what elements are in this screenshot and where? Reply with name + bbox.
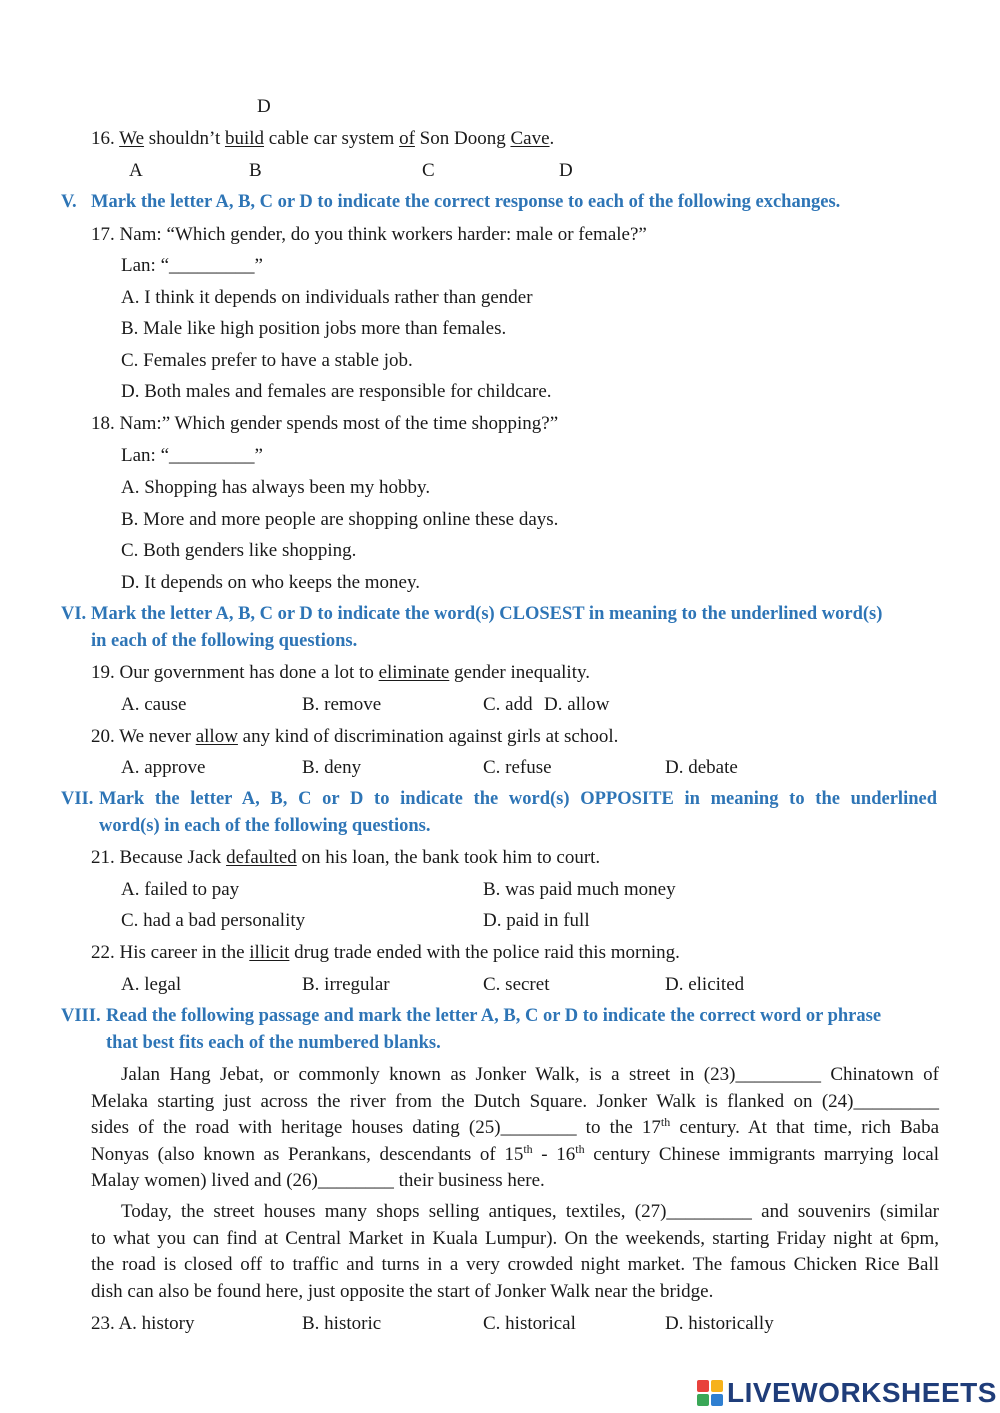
q21-option-b[interactable]: B. was paid much money	[483, 879, 676, 900]
q16-label-c: C	[422, 160, 435, 181]
q19-text: gender inequality.	[449, 662, 590, 683]
q22-option-a[interactable]: A. legal	[121, 974, 182, 995]
passage-line: to what you can find at Central Market in Kuala Lumpur). On the weekends, starting Friday night at 6pm,	[91, 1227, 939, 1249]
passage-line	[91, 1142, 939, 1169]
section-vi-line1: Mark the letter A, B, C or D to indicate the word(s) CLOSEST in meaning to the underlined word(s)	[91, 604, 883, 624]
q16-text: shouldn’t	[144, 128, 225, 149]
section-viii-line2: that best fits each of the numbered blanks.	[106, 1033, 441, 1053]
q16-label-d: D	[559, 160, 573, 181]
q16-text: cable car system	[264, 128, 400, 149]
passage-paragraph-1	[91, 1062, 939, 1195]
passage-line: Jalan Hang Jebat, or commonly known as Jonker Walk, is a street in (23)_________ Chinatown of	[121, 1064, 939, 1085]
q17-option-a[interactable]: A. I think it depends on individuals rather than gender	[121, 287, 533, 308]
passage-text: century. At that time, rich Baba	[670, 1117, 939, 1138]
q21-text: 21. Because Jack	[91, 847, 227, 868]
logo-square	[697, 1380, 709, 1392]
q21-option-c[interactable]: C. had a bad personality	[121, 910, 306, 931]
passage-text: Nonyas (also known as Perankans, descendants of 15	[91, 1143, 524, 1165]
q16-underlined-a: We	[119, 128, 145, 149]
section-v-number: V.	[61, 192, 77, 212]
section-v-text: Mark the letter A, B, C or D to indicate the correct response to each of the following exchanges.	[91, 192, 841, 212]
passage-line: the road is closed off to traffic and turns in a very crowded night market. The famous Chicken Rice Ball	[91, 1254, 939, 1275]
q23-option-b[interactable]: B. historic	[302, 1313, 382, 1334]
liveworksheets-logo[interactable]	[697, 1376, 997, 1410]
logo-square	[711, 1394, 723, 1406]
q21-underlined-word: defaulted	[226, 847, 297, 868]
passage-line: Malay women) lived and (26)________ their business here.	[91, 1170, 545, 1191]
q22-option-d[interactable]: D. elicited	[665, 974, 745, 995]
q16-label-a: A	[129, 160, 143, 181]
q17-stem: 17. Nam: “Which gender, do you think workers harder: male or female?”	[91, 224, 647, 245]
q18-option-a[interactable]: A. Shopping has always been my hobby.	[121, 477, 431, 498]
q18-response-blank: Lan: “_________”	[121, 445, 263, 466]
q16-underlined-b: build	[224, 128, 265, 149]
section-vi-heading	[61, 604, 941, 656]
q16-label-b: B	[249, 160, 262, 181]
q17-option-d[interactable]: D. Both males and females are responsible for childcare.	[121, 381, 552, 402]
question-16	[91, 128, 554, 150]
superscript: th	[575, 1141, 585, 1156]
q18-option-d[interactable]: D. It depends on who keeps the money.	[121, 572, 421, 593]
superscript: th	[660, 1115, 671, 1129]
passage-paragraph-2	[91, 1199, 939, 1305]
passage-line: dish can also be found here, just opposite the start of Jonker Walk near the bridge.	[91, 1280, 714, 1302]
q23-option-a[interactable]: 23. A. history	[91, 1313, 195, 1334]
q20-underlined-word: allow	[195, 726, 238, 747]
q21-text: on his loan, the bank took him to court.	[296, 847, 601, 868]
q22-option-b[interactable]: B. irregular	[302, 974, 390, 995]
q18-stem: 18. Nam:” Which gender spends most of the time shopping?”	[91, 413, 559, 434]
q20-stem	[91, 726, 618, 748]
q16-underlined-c: of	[399, 128, 415, 149]
q20-option-b[interactable]: B. deny	[302, 757, 362, 778]
passage-line: Today, the street houses many shops selling antiques, textiles, (27)_________ and souvenirs (similar	[121, 1201, 939, 1222]
q16-text: Son Doong	[414, 128, 511, 149]
section-v-heading	[61, 192, 941, 216]
logo-square	[697, 1394, 709, 1406]
section-vii-number: VII.	[61, 789, 94, 809]
q16-number: 16.	[91, 128, 115, 149]
q16-underlined-d: Cave	[510, 128, 550, 149]
q16-text: .	[549, 128, 555, 149]
q19-option-b[interactable]: B. remove	[302, 694, 382, 715]
q17-option-b[interactable]: B. Male like high position jobs more than females.	[121, 318, 507, 339]
section-viii-number: VIII.	[61, 1006, 101, 1026]
logo-square	[711, 1380, 723, 1392]
section-vii-line2: word(s) in each of the following questions.	[99, 816, 431, 836]
q21-option-d[interactable]: D. paid in full	[483, 910, 590, 931]
q22-stem	[91, 942, 680, 964]
q20-text: any kind of discrimination against girls at school.	[237, 726, 619, 747]
liveworksheets-logo-icon	[697, 1380, 723, 1406]
q18-option-c[interactable]: C. Both genders like shopping.	[121, 540, 357, 561]
q21-stem	[91, 847, 600, 869]
q19-option-a[interactable]: A. cause	[121, 694, 187, 715]
section-viii-heading	[61, 1006, 941, 1058]
section-vii-heading	[61, 789, 941, 841]
q18-option-b[interactable]: B. More and more people are shopping online these days.	[121, 509, 559, 530]
section-viii-line1: Read the following passage and mark the letter A, B, C or D to indicate the correct word or phrase	[106, 1006, 882, 1026]
passage-text: century Chinese immigrants marrying local	[584, 1143, 940, 1165]
q23-option-d[interactable]: D. historically	[665, 1313, 774, 1334]
q19-text: 19. Our government has done a lot to	[91, 662, 379, 683]
section-vi-number: VI.	[61, 604, 87, 624]
liveworksheets-logo-text: LIVEWORKSHEETS	[727, 1377, 997, 1408]
q22-text: drug trade ended with the police raid this morning.	[289, 942, 680, 963]
q22-underlined-word: illicit	[249, 942, 290, 963]
passage-line	[91, 1115, 939, 1142]
q17-response-blank: Lan: “_________”	[121, 255, 263, 276]
superscript: th	[523, 1141, 533, 1156]
q17-option-c[interactable]: C. Females prefer to have a stable job.	[121, 350, 413, 371]
q20-option-c[interactable]: C. refuse	[483, 757, 552, 778]
q23-option-c[interactable]: C. historical	[483, 1313, 576, 1334]
passage-line: Melaka starting just across the river from the Dutch Square. Jonker Walk is flanked on (24)_________	[91, 1090, 939, 1112]
passage-text: sides of the road with heritage houses dating (25)________ to the 17	[91, 1117, 661, 1138]
q15-option-d-label: D	[257, 96, 271, 117]
q19-underlined-word: eliminate	[378, 662, 450, 683]
section-vi-line2: in each of the following questions.	[91, 631, 358, 651]
passage-text: - 16	[532, 1143, 576, 1165]
q22-text: 22. His career in the	[91, 942, 250, 963]
q20-text: 20. We never	[91, 726, 196, 747]
section-vii-line1: Mark the letter A, B, C or D to indicate the word(s) OPPOSITE in meaning to the underlined	[99, 789, 937, 809]
q19-stem	[91, 662, 590, 684]
q19-option-d[interactable]: D. allow	[544, 694, 610, 715]
q21-option-a[interactable]: A. failed to pay	[121, 879, 240, 900]
q20-option-a[interactable]: A. approve	[121, 757, 206, 778]
q22-option-c[interactable]: C. secret	[483, 974, 550, 995]
q20-option-d[interactable]: D. debate	[665, 757, 738, 778]
q19-option-c[interactable]: C. add	[483, 694, 533, 715]
